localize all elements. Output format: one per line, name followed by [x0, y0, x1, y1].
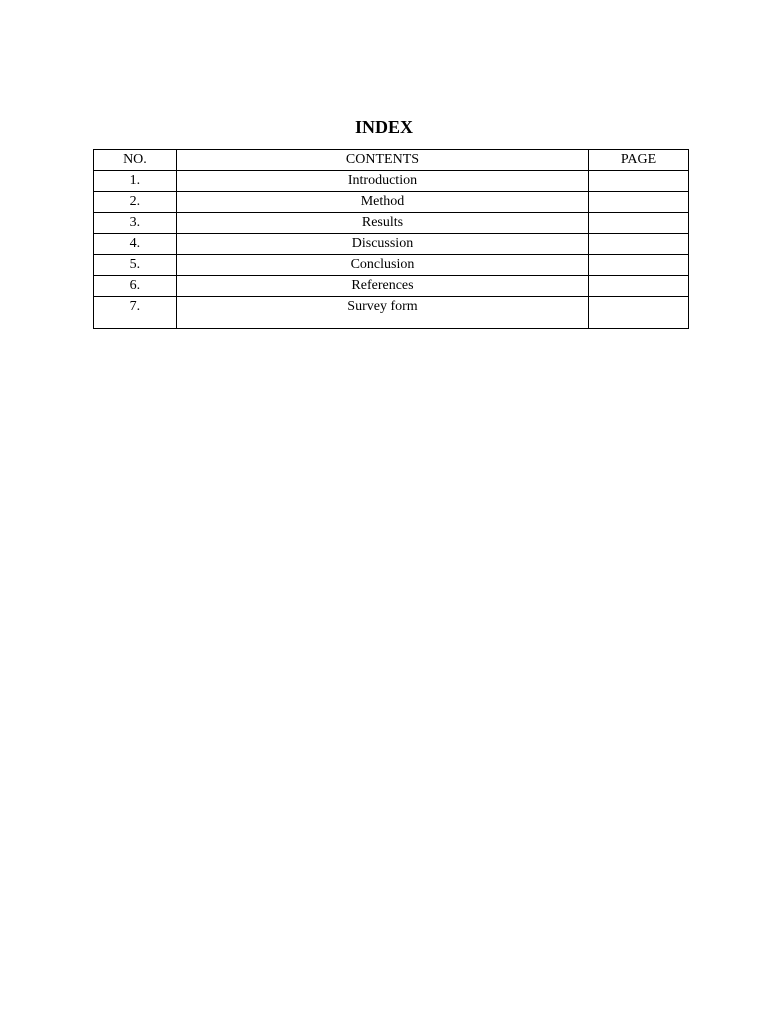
- row-contents: Conclusion: [176, 255, 588, 276]
- header-page: PAGE: [589, 150, 689, 171]
- table-row: [94, 276, 689, 297]
- row-page: [589, 171, 689, 192]
- row-number: 6.: [94, 276, 177, 297]
- row-contents: Discussion: [176, 234, 588, 255]
- row-contents: Survey form: [176, 297, 588, 329]
- row-page: [589, 192, 689, 213]
- row-page: [589, 255, 689, 276]
- row-page: [589, 297, 689, 329]
- row-page: [589, 213, 689, 234]
- header-no: NO.: [94, 150, 177, 171]
- row-number: 5.: [94, 255, 177, 276]
- row-number: 4.: [94, 234, 177, 255]
- row-page: [589, 276, 689, 297]
- row-number: 7.: [94, 297, 177, 329]
- table-row: [94, 255, 689, 276]
- table-row: [94, 192, 689, 213]
- header-contents: CONTENTS: [176, 150, 588, 171]
- table-row: [94, 213, 689, 234]
- row-contents: Introduction: [176, 171, 588, 192]
- row-number: 3.: [94, 213, 177, 234]
- row-number: 2.: [94, 192, 177, 213]
- row-page: [589, 234, 689, 255]
- row-contents: Results: [176, 213, 588, 234]
- table-row: [94, 171, 689, 192]
- table-row: [94, 234, 689, 255]
- row-contents: Method: [176, 192, 588, 213]
- row-number: 1.: [94, 171, 177, 192]
- index-table: [93, 149, 689, 329]
- table-row: [94, 297, 689, 329]
- row-contents: References: [176, 276, 588, 297]
- page-title: INDEX: [354, 117, 413, 137]
- table-header-row: [94, 150, 689, 171]
